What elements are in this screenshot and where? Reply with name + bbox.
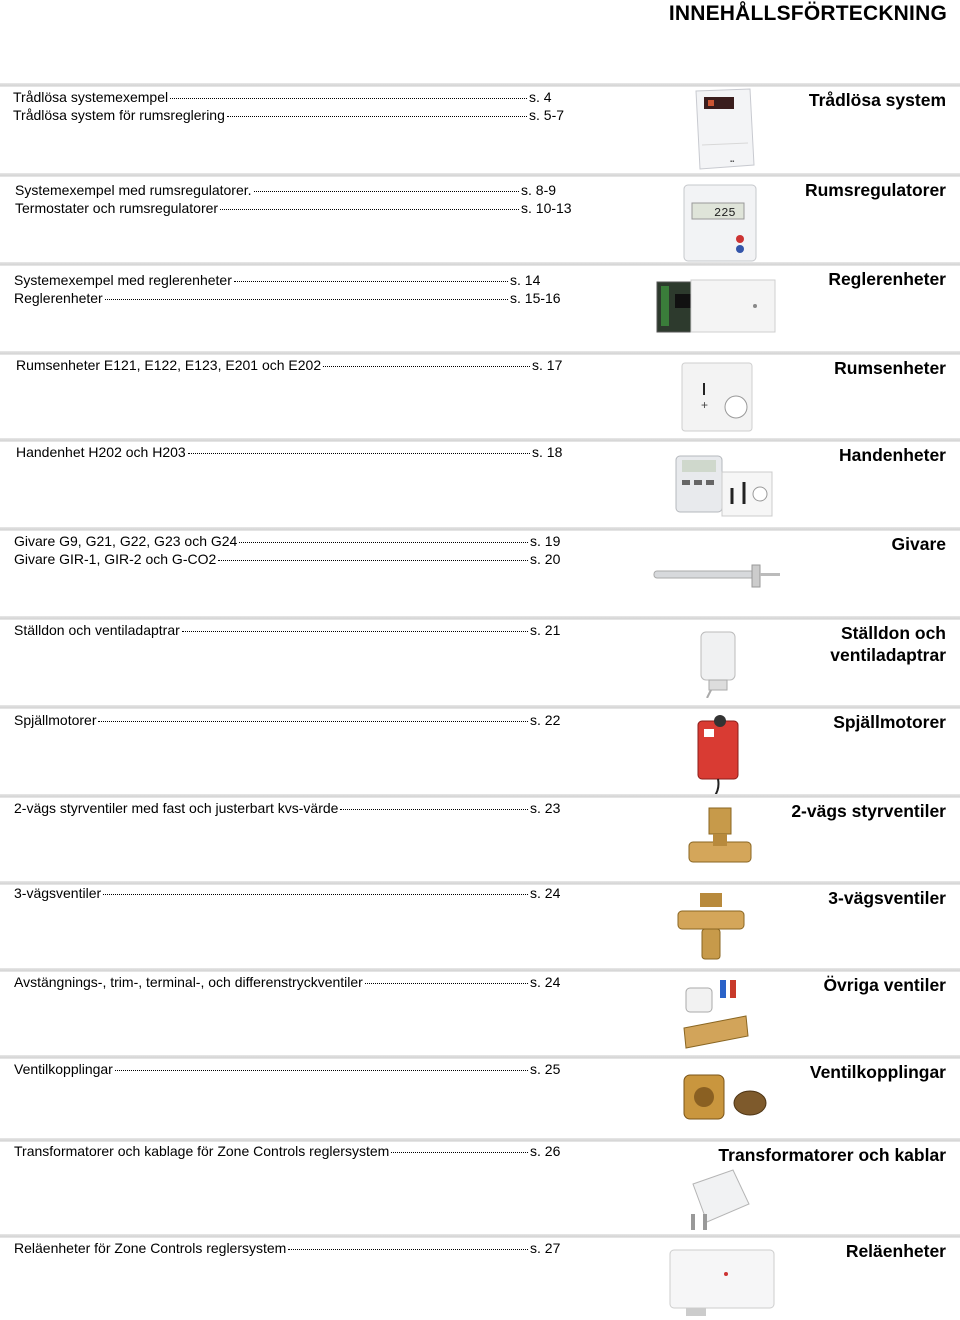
section-divider <box>0 262 960 266</box>
toc-entry-page: s. 5-7 <box>529 106 565 123</box>
toc-entry-label: Termostater och rumsregulatorer <box>15 199 219 216</box>
toc-section <box>0 173 960 261</box>
toc-entry[interactable] <box>15 182 563 200</box>
dot-leader <box>234 281 508 282</box>
category-heading: Handenheter <box>839 445 946 465</box>
toc-entry-page: s. 22 <box>530 712 561 728</box>
toc-entry[interactable] <box>13 89 561 107</box>
svg-text:225: 225 <box>714 206 736 220</box>
actuator-image <box>695 628 835 698</box>
toc-entries <box>14 974 562 992</box>
toc-section <box>0 881 960 967</box>
toc-entry-label: Trådlösa system för rumsreglering <box>13 106 225 123</box>
category-heading: Reläenheter <box>845 1241 946 1261</box>
balancing-valve-image <box>680 976 820 1052</box>
toc-entries <box>16 444 564 462</box>
section-divider <box>0 527 960 531</box>
toc-entries <box>14 272 562 307</box>
section-divider <box>0 1138 960 1142</box>
section-divider <box>0 794 960 798</box>
toc-section <box>0 262 960 350</box>
toc-entry-page: s. 8-9 <box>521 182 557 198</box>
toc-entry[interactable] <box>16 444 564 462</box>
dot-leader <box>182 631 528 632</box>
toc-entry-label: Systemexempel med reglerenheter <box>14 272 232 288</box>
toc-section <box>0 83 960 171</box>
toc-entry-label: Ställdon och ventiladaptrar <box>14 622 180 638</box>
toc-entries <box>14 1143 562 1161</box>
transformer-image <box>683 1164 823 1232</box>
category-heading: Spjällmotorer <box>833 712 946 732</box>
toc-entry-label: Avstängnings-, trim-, terminal-, och differenstryckventiler <box>14 974 363 990</box>
toc-entries <box>14 1240 562 1258</box>
category-heading: Rumsregulatorer <box>804 180 946 200</box>
toc-section <box>0 794 960 880</box>
toc-entry-label: Givare G9, G21, G22, G23 och G24 <box>14 533 238 549</box>
toc-entry-page: s. 25 <box>530 1061 561 1077</box>
toc-entry-label: Trådlösa systemexempel <box>13 89 169 105</box>
dot-leader <box>188 453 530 454</box>
toc-entry[interactable] <box>15 199 572 218</box>
toc-entry[interactable] <box>16 357 564 375</box>
toc-section <box>0 527 960 615</box>
category-heading: 3-vägsventiler <box>828 888 946 908</box>
toc-entry-page: s. 15-16 <box>510 289 561 306</box>
toc-section <box>0 438 960 526</box>
toc-entries <box>16 357 564 375</box>
room-unit-image <box>680 361 820 433</box>
category-heading: Ställdon och ventiladaptrar <box>830 623 946 665</box>
toc-entry[interactable] <box>14 712 562 730</box>
wireless-controller-image <box>690 87 830 171</box>
sensor-probe-image <box>652 561 792 591</box>
toc-entry-label: Reläenheter för Zone Controls reglersystem <box>14 1240 287 1256</box>
toc-section <box>0 351 960 437</box>
toc-entries <box>14 1061 562 1079</box>
dot-leader <box>288 1249 528 1250</box>
toc-entry-page: s. 21 <box>530 622 561 638</box>
section-divider <box>0 438 960 442</box>
toc-section <box>0 1138 960 1232</box>
toc-entries <box>14 712 562 730</box>
toc-entries <box>14 800 562 818</box>
toc-entry-page: s. 17 <box>532 357 563 373</box>
toc-entry[interactable] <box>14 974 562 992</box>
dot-leader <box>227 116 527 117</box>
category-heading: Ventilkopplingar <box>809 1062 946 1082</box>
section-divider <box>0 705 960 709</box>
dot-leader <box>115 1070 528 1071</box>
toc-entry[interactable] <box>14 1240 562 1258</box>
toc-entry-label: Systemexempel med rumsregulatorer. <box>15 182 252 198</box>
toc-entry[interactable] <box>14 1061 562 1079</box>
toc-entry[interactable] <box>14 800 562 818</box>
handheld-unit-image <box>672 454 812 520</box>
toc-section <box>0 1234 960 1320</box>
toc-entry-label: Rumsenheter E121, E122, E123, E201 och E202 <box>16 357 322 373</box>
category-heading: Trådlösa system <box>808 90 946 110</box>
svg-text:▪▪: ▪▪ <box>730 159 735 165</box>
toc-entry-page: s. 18 <box>532 444 563 460</box>
toc-entries <box>14 885 562 903</box>
toc-entry-label: Spjällmotorer <box>14 712 97 728</box>
section-divider <box>0 616 960 620</box>
two-way-valve-image <box>685 804 825 876</box>
toc-entry-page: s. 10-13 <box>521 199 572 216</box>
room-thermostat-image <box>680 183 820 263</box>
toc-entries <box>15 182 572 217</box>
toc-entry-page: s. 24 <box>530 885 561 901</box>
toc-entry-page: s. 26 <box>530 1143 561 1159</box>
category-heading: Rumsenheter <box>834 358 946 378</box>
valve-fittings-image <box>680 1069 820 1125</box>
page-title: INNEHÅLLSFÖRTECKNING <box>668 2 947 25</box>
dot-leader <box>98 721 528 722</box>
dot-leader <box>220 209 519 210</box>
section-divider <box>0 351 960 355</box>
toc-entry[interactable] <box>14 533 562 551</box>
toc-entry-label: Transformatorer och kablage för Zone Controls reglersystem <box>14 1143 390 1159</box>
toc-entry[interactable] <box>14 885 562 903</box>
toc-entry[interactable] <box>14 622 562 640</box>
toc-entry-page: s. 19 <box>530 533 561 549</box>
toc-entry-page: s. 23 <box>530 800 561 816</box>
toc-entry-label: Reglerenheter <box>14 289 103 306</box>
toc-entry-page: s. 14 <box>510 272 541 288</box>
toc-entry-page: s. 27 <box>530 1240 561 1256</box>
control-unit-image <box>655 276 795 338</box>
toc-entry[interactable] <box>14 551 562 569</box>
dot-leader <box>340 809 528 810</box>
category-heading: Reglerenheter <box>828 269 946 289</box>
section-divider <box>0 1055 960 1059</box>
toc-entry-page: s. 4 <box>529 89 552 105</box>
section-divider <box>0 968 960 972</box>
section-divider <box>0 173 960 177</box>
section-divider <box>0 1234 960 1238</box>
toc-entries <box>14 533 562 568</box>
dot-leader <box>103 894 528 895</box>
relay-unit-image <box>666 1244 806 1320</box>
category-heading: Givare <box>891 534 946 554</box>
damper-motor-image <box>690 713 830 797</box>
dot-leader <box>239 542 528 543</box>
three-way-valve-image <box>676 891 816 963</box>
dot-leader <box>254 191 519 192</box>
toc-entry-label: Givare GIR-1, GIR-2 och G-CO2 <box>14 550 217 567</box>
category-heading: Transformatorer och kablar <box>718 1145 946 1165</box>
toc-section <box>0 616 960 704</box>
toc-entry[interactable] <box>14 272 562 290</box>
toc-entry[interactable] <box>14 1143 562 1161</box>
category-heading: 2-vägs styrventiler <box>791 801 946 821</box>
dot-leader <box>170 98 527 99</box>
toc-entry-label: 3-vägsventiler <box>14 885 102 901</box>
toc-entries <box>14 622 562 640</box>
toc-entry-label: 2-vägs styrventiler med fast och justerbart kvs-värde <box>14 800 339 816</box>
dot-leader <box>105 299 508 300</box>
dot-leader <box>323 366 530 367</box>
toc-entries <box>13 89 565 124</box>
toc-section <box>0 968 960 1054</box>
toc-entry-page: s. 24 <box>530 974 561 990</box>
dot-leader <box>218 560 528 561</box>
toc-section <box>0 705 960 793</box>
toc-entry[interactable] <box>14 290 562 308</box>
toc-entry-label: Ventilkopplingar <box>14 1061 113 1077</box>
svg-text:+: + <box>701 398 709 412</box>
toc-entry-page: s. 20 <box>530 550 561 567</box>
dot-leader <box>391 1152 528 1153</box>
toc-entry-label: Handenhet H202 och H203 <box>16 444 186 460</box>
category-heading: Övriga ventiler <box>823 975 946 995</box>
toc-entry[interactable] <box>13 106 565 125</box>
toc-section <box>0 1055 960 1137</box>
dot-leader <box>365 983 528 984</box>
